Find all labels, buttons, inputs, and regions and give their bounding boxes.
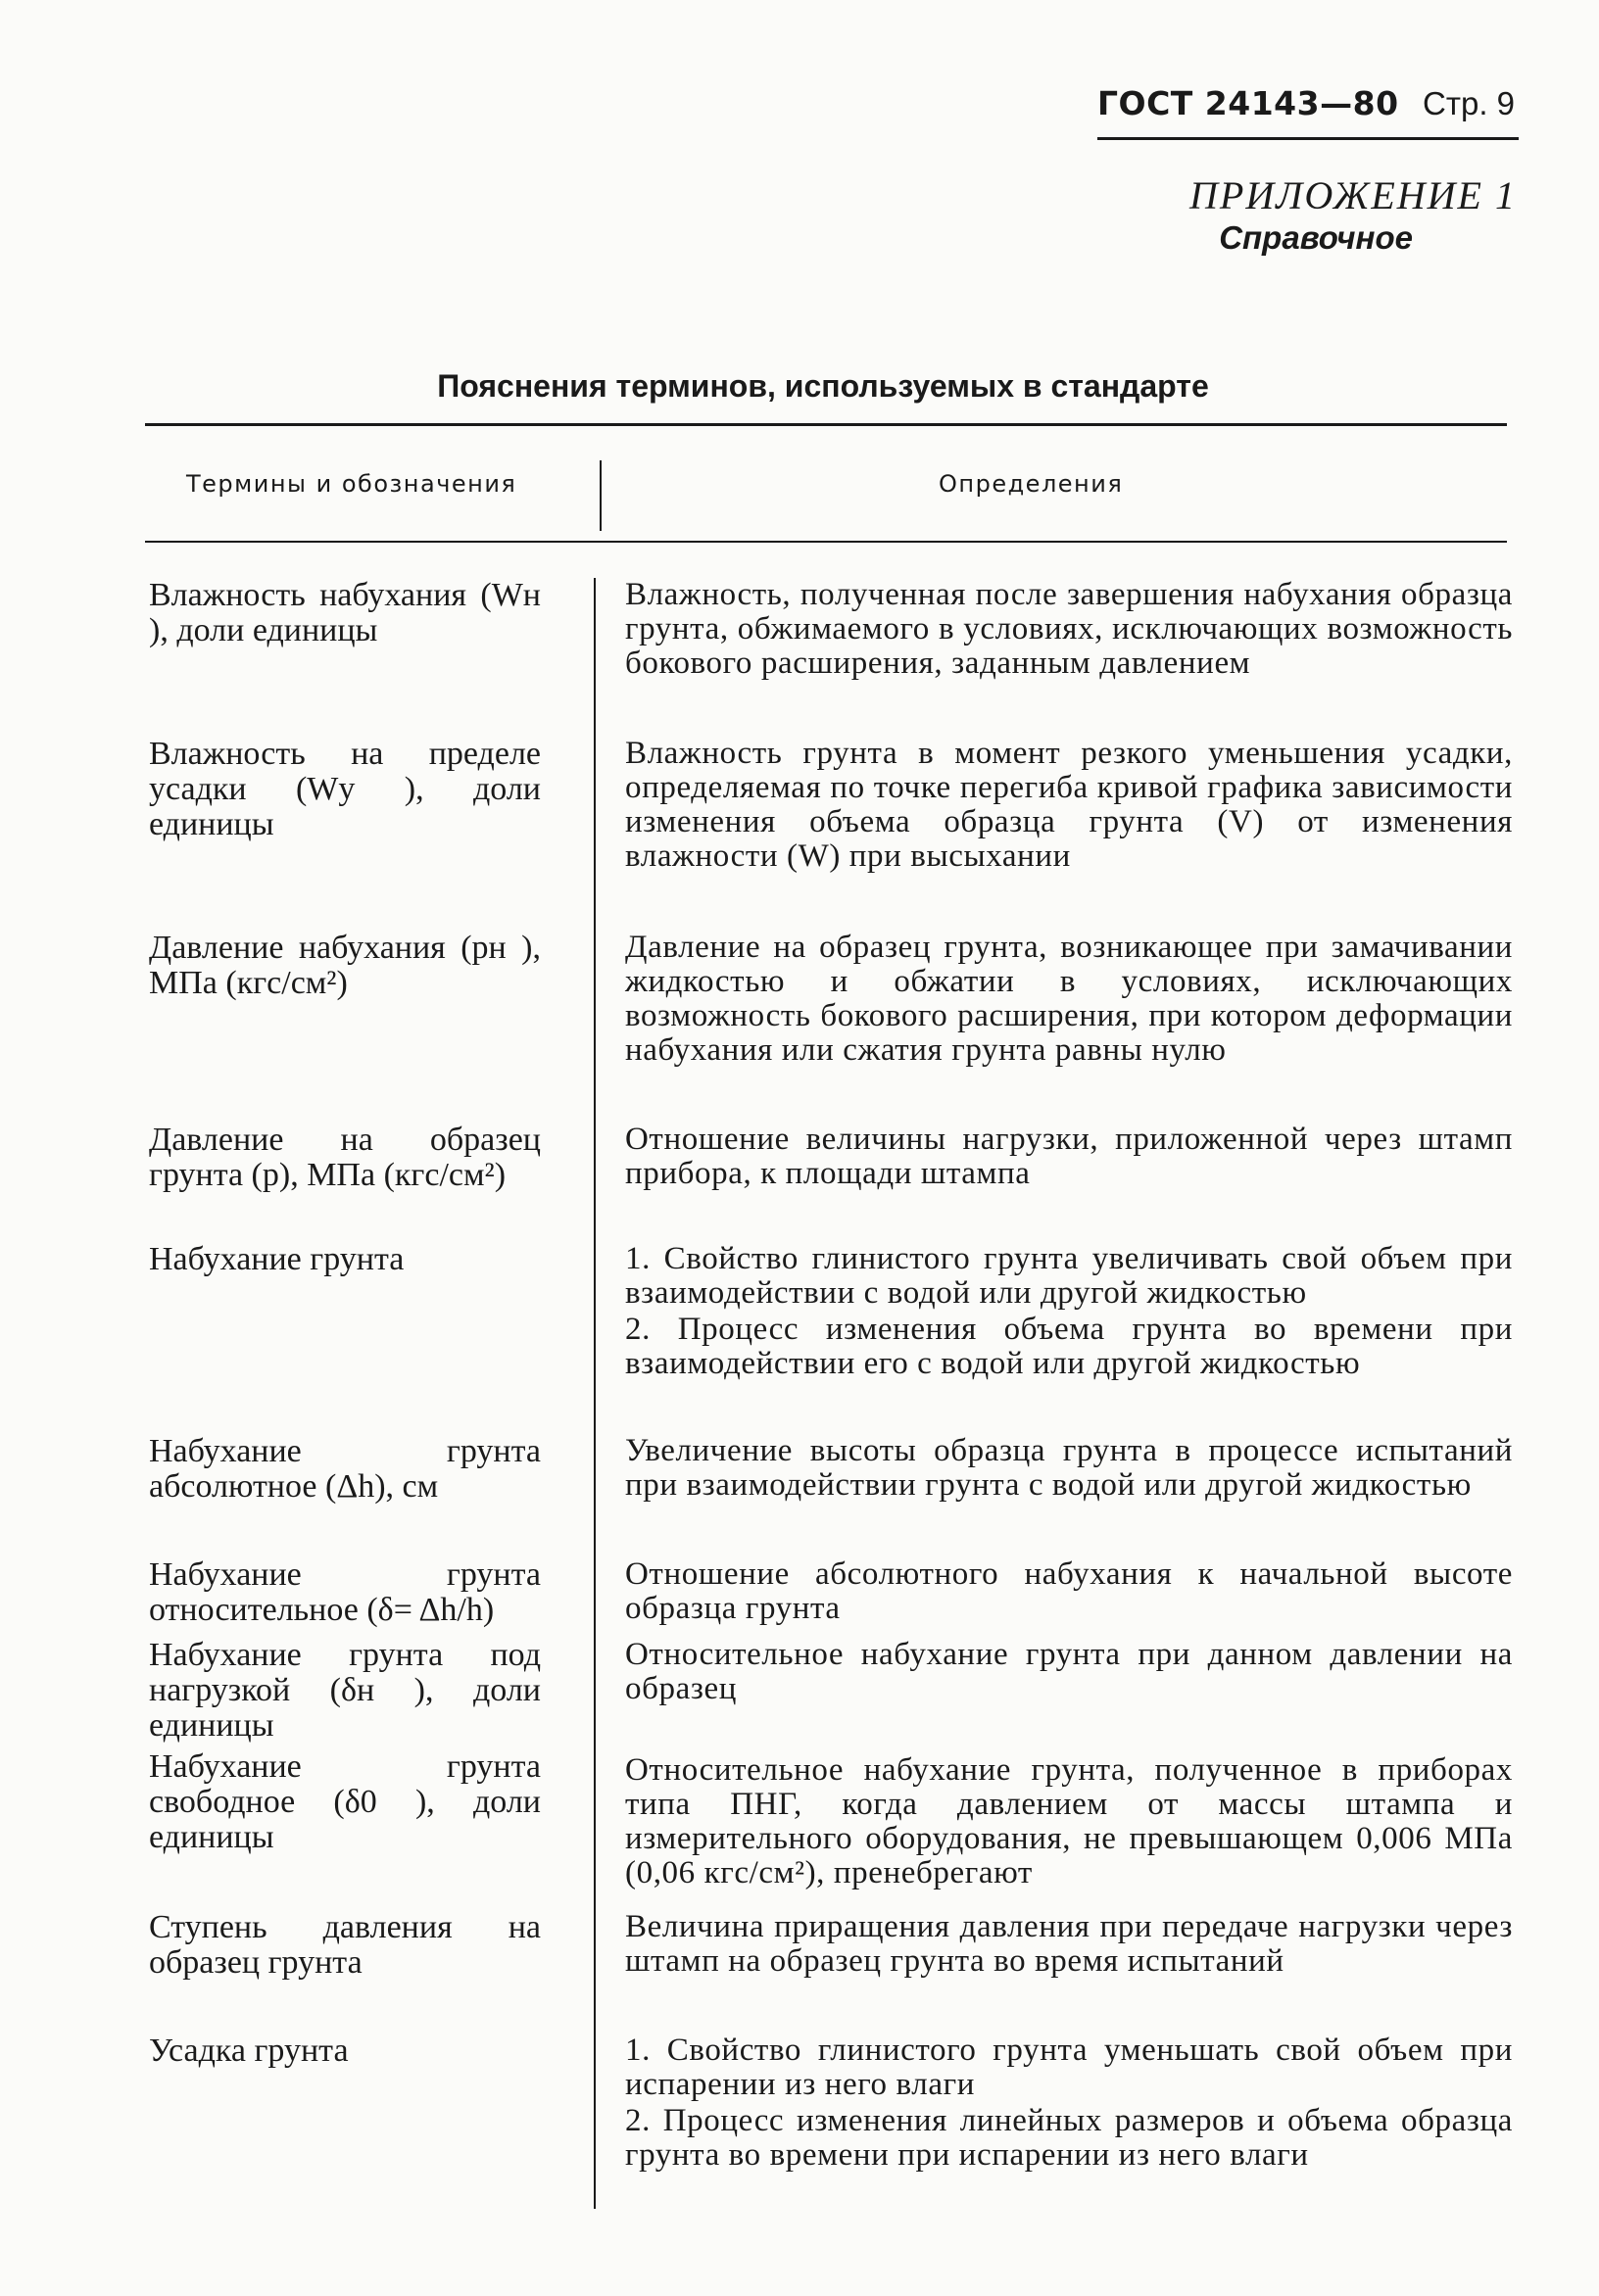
definition [625,931,1513,1068]
definition-paragraph: Отношение абсолютного набухания к начальной высоте образца грунта [625,1556,1513,1626]
definition-paragraph: 2. Процесс изменения объема грунта во времени при взаимодействии его с водой или другой жидкостью [625,1312,1513,1381]
definition [625,2033,1513,2173]
term: Набухание грунта под нагрузкой (δн ), доли единицы [149,1637,541,1744]
term: Влажность на пределе усадки (Wу ), доли единицы [149,736,541,842]
definition [625,1557,1513,1626]
definition [625,1638,1513,1706]
definition-paragraph: Влажность грунта в момент резкого уменьшения усадки, определяемая по точке перегиба кривой графика зависимости изменения объема образца грунта (V) от изменения влажности (W) при высыхании [625,736,1513,874]
term: Набухание грунта абсолютное (Δh), см [149,1433,541,1505]
definition [625,737,1513,874]
term: Ступень давления на образец грунта [149,1909,541,1981]
term: Набухание грунта относительное (δ= Δh/h) [149,1556,541,1628]
term: Давление на образец грунта (p), МПа (кгс/см²) [149,1122,541,1193]
definition-paragraph: Увеличение высоты образца грунта в процессе испытаний при взаимодействии грунта с водой или другой жидкостью [625,1433,1513,1503]
appendix-title: ПРИЛОЖЕНИЕ 1 [1189,173,1517,217]
definition-paragraph: 1. Свойство глинистого грунта увеличивать свой объем при взаимодействии с водой или другой жидкостью [625,1241,1513,1311]
term: Набухание грунта свободное (δ0 ), доли единицы [149,1748,541,1855]
column-header-definitions: Определения [939,470,1124,498]
standard-number: ГОСТ 24143—80 [1097,84,1399,122]
appendix-type: Справочное [1219,219,1413,256]
column-header-terms: Термины и обозначения [186,470,517,498]
definition-paragraph: Относительное набухание грунта, полученное в приборах типа ПНГ, когда давлением от массы штампа и измерительного оборудования, не превышающем 0,006 МПа (0,06 кгс/см²), пренебрегают [625,1752,1513,1890]
definition [625,578,1513,681]
definition [625,1910,1513,1979]
page-number: Стр. 9 [1423,85,1516,121]
table-title: Пояснения терминов, используемых в стандарте [437,368,1209,404]
definition-paragraph: Влажность, полученная после завершения набухания образца грунта, обжимаемого в условиях, исключающих возможность бокового расширения, заданным давлением [625,577,1513,681]
definition [625,1753,1513,1890]
definition-paragraph: Величина приращения давления при передаче нагрузки через штамп на образец грунта во время испытаний [625,1909,1513,1979]
definition [625,1242,1513,1381]
definition-paragraph: Отношение величины нагрузки, приложенной через штамп прибора, к площади штампа [625,1122,1513,1191]
term: Влажность набухания (Wн ), доли единицы [149,577,541,648]
definition [625,1123,1513,1191]
definition-paragraph: 2. Процесс изменения линейных размеров и объема образца грунта во времени при испарении из него влаги [625,2103,1513,2173]
definition-paragraph: Давление на образец грунта, возникающее при замачивании жидкостью и обжатии в условиях, исключающих возможность бокового расширения, при котором деформации набухания или сжатия грунта равны нулю [625,930,1513,1068]
definition-paragraph: Относительное набухание грунта при данном давлении на образец [625,1637,1513,1706]
term: Усадка грунта [149,2033,349,2069]
term: Давление набухания (pн ), МПа (кгс/см²) [149,930,541,1001]
definition-paragraph: 1. Свойство глинистого грунта уменьшать свой объем при испарении из него влаги [625,2033,1513,2102]
term: Набухание грунта [149,1241,405,1277]
definition [625,1434,1513,1503]
